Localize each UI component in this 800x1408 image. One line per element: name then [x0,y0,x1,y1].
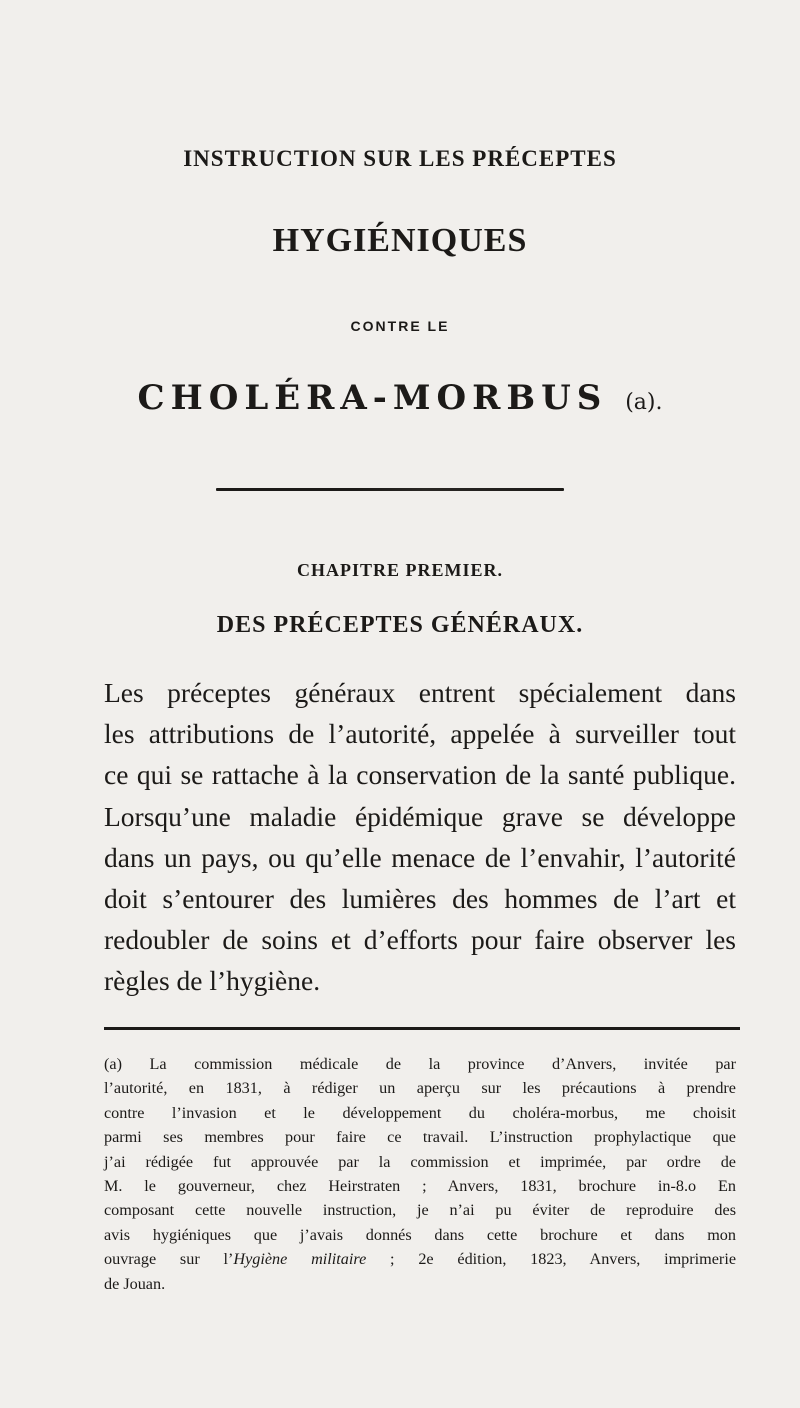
body-line: doit s’entourer des lumières des hommes de l’art et [104,883,736,915]
body-line: dans un pays, ou qu’elle menace de l’envahir, l’autorité [104,841,736,873]
footnote-text: ouvrage sur l’ [104,1250,234,1269]
footnote-line: avis hygiéniques que j’avais donnés dans cette brochure et dans mon [104,1225,736,1244]
footnote-line: composant cette nouvelle instruction, je n’ai pu éviter de reproduire des [104,1201,736,1220]
body-line: ce qui se rattache à la conservation de la santé publique. [104,759,736,791]
footnote-line [104,1247,736,1271]
footnote-line: j’ai rédigée fut approuvée par la commission et imprimée, par ordre de [104,1152,736,1171]
footnote-text: ; 2e édition, 1823, Anvers, imprimerie [366,1250,737,1269]
body-paragraph [104,672,736,1002]
title-line-4 [0,378,800,418]
footnote-line: parmi ses membres pour faire ce travail. L’instruction prophylactique que [104,1128,736,1147]
footnote-divider [104,1027,740,1030]
body-line: Les préceptes généraux entrent spécialement dans [104,677,736,708]
title-cholera-morbus: CHOLÉRA-MORBUS [137,378,608,418]
chapter-label: CHAPITRE PREMIER. [296,560,503,580]
body-line: règles de l’hygiène. [104,965,321,997]
footnote-line: l’autorité, en 1831, à rédiger un aperçu sur les précautions à prendre [104,1079,736,1098]
title-line-1: INSTRUCTION SUR LES PRÉCEPTES [183,146,617,171]
footnote-line: M. le gouverneur, chez Heirstraten ; Anvers, 1831, brochure in-8.o En [104,1177,736,1196]
footnote-book-title: Hygiène militaire [233,1250,367,1269]
footnote-line: contre l’invasion et le développement du choléra-morbus, me choisit [104,1103,736,1122]
title-divider [216,488,564,491]
title-line-3: CONTRE LE [350,318,450,334]
section-title: DES PRÉCEPTES GÉNÉRAUX. [216,612,584,638]
footnote [104,1052,736,1296]
body-line: Lorsqu’une maladie épidémique grave se développe [104,800,736,832]
title-footnote-mark: (a). [625,390,663,415]
body-line: les attributions de l’autorité, appelée à surveiller tout [104,718,736,750]
footnote-line: de Jouan. [104,1274,166,1293]
footnote-line: (a) La commission médicale de la province d’Anvers, invitée par [104,1055,736,1073]
title-line-2: HYGIÉNIQUES [272,222,528,259]
body-line: redoubler de soins et d’efforts pour faire observer les [104,924,736,956]
